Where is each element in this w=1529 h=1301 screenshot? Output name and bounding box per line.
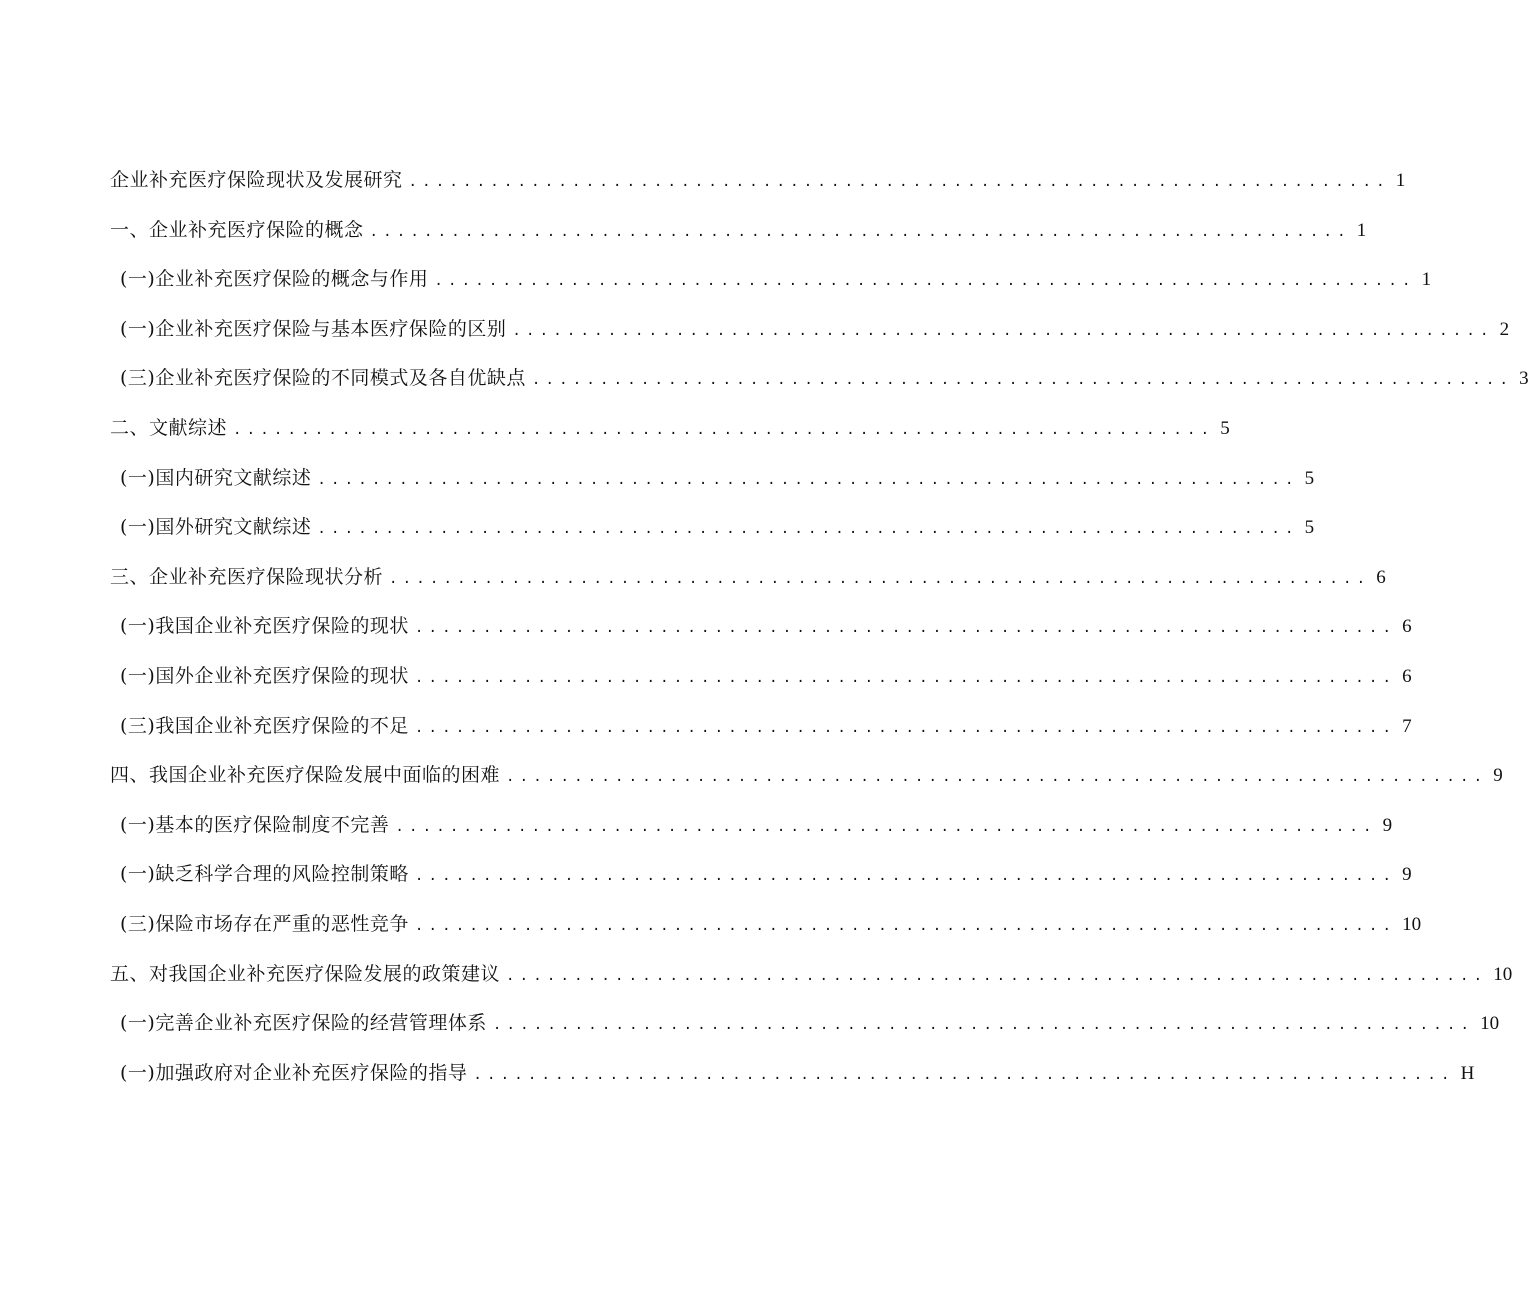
- toc-entry[interactable]: [110, 358, 1529, 408]
- toc-dot-leader: ........................................................................: [531, 372, 1514, 389]
- toc-entry-title: (三)保险市场存在严重的恶性竞争: [120, 912, 409, 935]
- toc-entry-title: (一)企业补充医疗保险的概念与作用: [120, 268, 429, 291]
- toc-dot-leader: ........................................................................: [414, 917, 1397, 934]
- toc-entry[interactable]: [110, 160, 1406, 210]
- toc-entry-page: 1: [1421, 269, 1432, 291]
- toc-dot-leader: ........................................................................: [317, 521, 1299, 538]
- toc-entry[interactable]: [110, 1053, 1475, 1103]
- toc-dot-leader: ........................................................................: [414, 620, 1397, 637]
- toc-entry[interactable]: [110, 854, 1412, 904]
- toc-entry-title: (一)国外企业补充医疗保险的现状: [120, 664, 409, 687]
- toc-entry-title: 四、我国企业补充医疗保险发展中面临的困难: [110, 764, 501, 787]
- toc-dot-leader: ........................................................................: [389, 570, 1371, 587]
- toc-entry-title: (一)企业补充医疗保险与基本医疗保险的区别: [120, 317, 507, 340]
- toc-entry[interactable]: [110, 1003, 1500, 1053]
- toc-entry[interactable]: [110, 458, 1315, 508]
- table-of-contents: [110, 160, 1529, 1102]
- toc-entry[interactable]: [110, 606, 1412, 656]
- toc-entry[interactable]: [110, 904, 1422, 954]
- toc-entry[interactable]: [110, 210, 1367, 260]
- toc-dot-leader: ........................................................................: [512, 322, 1494, 339]
- toc-entry-page: 6: [1402, 665, 1412, 687]
- toc-entry-page: 9: [1382, 814, 1393, 836]
- toc-entry-page: 1: [1395, 170, 1406, 191]
- toc-entry-title: (一)基本的医疗保险制度不完善: [120, 813, 390, 836]
- toc-entry-page: 5: [1304, 517, 1315, 539]
- toc-entry-page: 10: [1493, 963, 1513, 985]
- toc-entry[interactable]: [110, 259, 1432, 309]
- toc-dot-leader: ........................................................................: [408, 174, 1390, 190]
- toc-entry-title: (一)完善企业补充医疗保险的经营管理体系: [120, 1012, 487, 1035]
- toc-entry-page: 10: [1402, 913, 1422, 935]
- toc-entry[interactable]: [110, 656, 1412, 706]
- toc-entry[interactable]: [110, 309, 1510, 359]
- toc-entry-page: 9: [1402, 864, 1412, 886]
- toc-entry-title: (一)国内研究文献综述: [120, 466, 312, 489]
- toc-dot-leader: ........................................................................: [492, 1017, 1475, 1034]
- toc-dot-leader: ........................................................................: [434, 273, 1416, 290]
- toc-entry-title: 三、企业补充医疗保险现状分析: [110, 565, 384, 588]
- toc-dot-leader: ........................................................................: [369, 223, 1351, 240]
- toc-dot-leader: ........................................................................: [506, 769, 1488, 786]
- toc-entry-title: (一)国外研究文献综述: [120, 516, 312, 539]
- toc-entry[interactable]: [110, 805, 1393, 855]
- toc-entry-title: 五、对我国企业补充医疗保险发展的政策建议: [110, 962, 501, 985]
- toc-dot-leader: ........................................................................: [414, 669, 1397, 686]
- toc-entry-page: H: [1460, 1062, 1475, 1084]
- toc-entry[interactable]: [110, 954, 1513, 1004]
- toc-dot-leader: ........................................................................: [506, 967, 1488, 984]
- toc-entry-page: 7: [1402, 715, 1412, 737]
- toc-entry-title: 二、文献综述: [110, 416, 228, 439]
- toc-entry-page: 6: [1402, 616, 1412, 638]
- toc-entry-page: 1: [1356, 219, 1367, 241]
- toc-entry-title: 企业补充医疗保险现状及发展研究: [110, 169, 403, 191]
- toc-dot-leader: ........................................................................: [414, 719, 1397, 736]
- toc-entry-page: 6: [1376, 566, 1386, 588]
- toc-dot-leader: ........................................................................: [233, 421, 1215, 438]
- toc-entry-page: 9: [1493, 765, 1503, 787]
- toc-entry-title: (三)企业补充医疗保险的不同模式及各自优缺点: [120, 367, 526, 390]
- toc-entry-title: 一、企业补充医疗保险的概念: [110, 218, 364, 241]
- toc-entry[interactable]: [110, 408, 1230, 458]
- toc-entry[interactable]: [110, 706, 1412, 756]
- toc-entry-page: 10: [1480, 1013, 1500, 1035]
- toc-entry-title: (一)缺乏科学合理的风险控制策略: [120, 863, 409, 886]
- toc-entry-title: (一)我国企业补充医疗保险的现状: [120, 615, 409, 638]
- toc-entry-title: (三)我国企业补充医疗保险的不足: [120, 714, 409, 737]
- toc-entry-title: (一)加强政府对企业补充医疗保险的指导: [120, 1061, 468, 1084]
- toc-dot-leader: ........................................................................: [317, 471, 1299, 488]
- toc-dot-leader: ........................................................................: [473, 1066, 1455, 1083]
- toc-entry[interactable]: [110, 557, 1386, 607]
- toc-entry-page: 2: [1499, 318, 1510, 340]
- toc-dot-leader: ........................................................................: [395, 818, 1377, 835]
- toc-entry[interactable]: [110, 755, 1503, 805]
- toc-entry[interactable]: [110, 507, 1315, 557]
- toc-entry-page: 3: [1519, 368, 1529, 390]
- toc-entry-page: 5: [1220, 417, 1230, 439]
- toc-dot-leader: ........................................................................: [414, 868, 1397, 885]
- toc-entry-page: 5: [1304, 467, 1315, 489]
